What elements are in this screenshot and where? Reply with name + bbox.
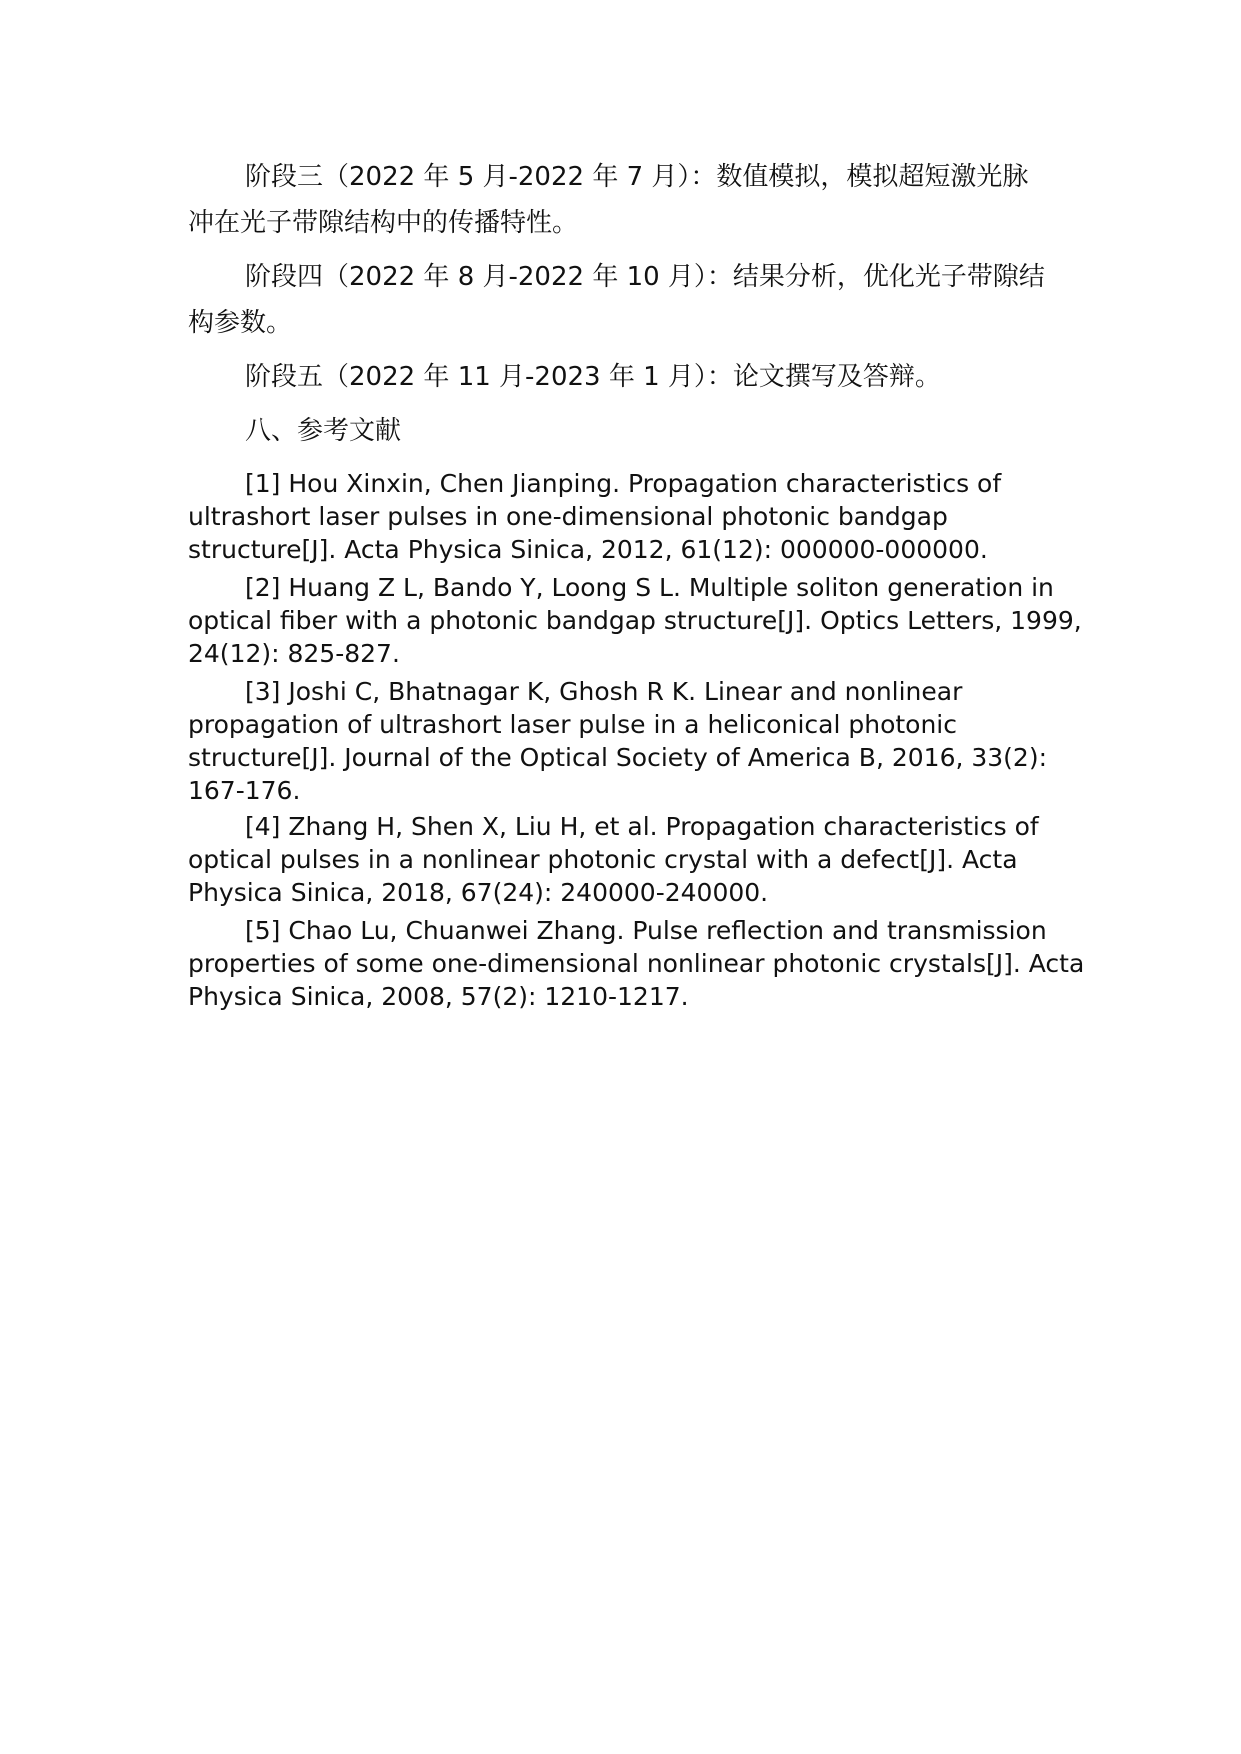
reference-1 xyxy=(188,467,1068,566)
text-line: 24(12): 825-827. xyxy=(188,639,400,668)
text-line: 阶段五（2022 年 11 月-2023 年 1 月）：论文撰写及答辩。 xyxy=(245,362,941,392)
stage-5-paragraph xyxy=(188,354,1068,400)
stage-4-paragraph xyxy=(188,254,1068,346)
text-line: structure[J]. Acta Physica Sinica, 2012, 61(12): 000000-000000. xyxy=(188,535,988,564)
text-line: 冲在光子带隙结构中的传播特性。 xyxy=(188,208,579,238)
text-line: optical pulses in a nonlinear photonic crystal with a defect[J]. Acta xyxy=(188,845,1018,874)
document-page xyxy=(188,0,1085,1754)
text-line: [2] Huang Z L, Bando Y, Loong S L. Multiple soliton generation in xyxy=(245,573,1054,602)
text-line: structure[J]. Journal of the Optical Society of America B, 2016, 33(2): xyxy=(188,743,1048,772)
text-line: Physica Sinica, 2008, 57(2): 1210-1217. xyxy=(188,982,689,1011)
text-line: propagation of ultrashort laser pulse in a heliconical photonic xyxy=(188,710,957,739)
text-line: 阶段三（2022 年 5 月-2022 年 7 月）：数值模拟，模拟超短激光脉 xyxy=(245,162,1029,192)
text-line: ultrashort laser pulses in one-dimensional photonic bandgap xyxy=(188,502,948,531)
text-line: [1] Hou Xinxin, Chen Jianping. Propagation characteristics of xyxy=(245,469,1002,498)
text-line: [4] Zhang H, Shen X, Liu H, et al. Propagation characteristics of xyxy=(245,812,1039,841)
text-line: properties of some one-dimensional nonlinear photonic crystals[J]. Acta xyxy=(188,949,1085,978)
references-heading xyxy=(188,408,1068,454)
reference-5 xyxy=(188,914,1085,1013)
text-line: [5] Chao Lu, Chuanwei Zhang. Pulse reflection and transmission xyxy=(245,916,1047,945)
text-line: optical fiber with a photonic bandgap structure[J]. Optics Letters, 1999, xyxy=(188,606,1082,635)
reference-2 xyxy=(188,571,1082,670)
text-line: 167-176. xyxy=(188,776,301,805)
heading-text: 八、参考文献 xyxy=(245,416,402,446)
text-line: [3] Joshi C, Bhatnagar K, Ghosh R K. Linear and nonlinear xyxy=(245,677,963,706)
text-line: Physica Sinica, 2018, 67(24): 240000-240000. xyxy=(188,878,769,907)
text-line: 构参数。 xyxy=(188,308,293,338)
text-line: 阶段四（2022 年 8 月-2022 年 10 月）：结果分析，优化光子带隙结 xyxy=(245,262,1045,292)
stage-3-paragraph xyxy=(188,154,1068,246)
reference-4 xyxy=(188,810,1068,909)
reference-3 xyxy=(188,675,1068,807)
